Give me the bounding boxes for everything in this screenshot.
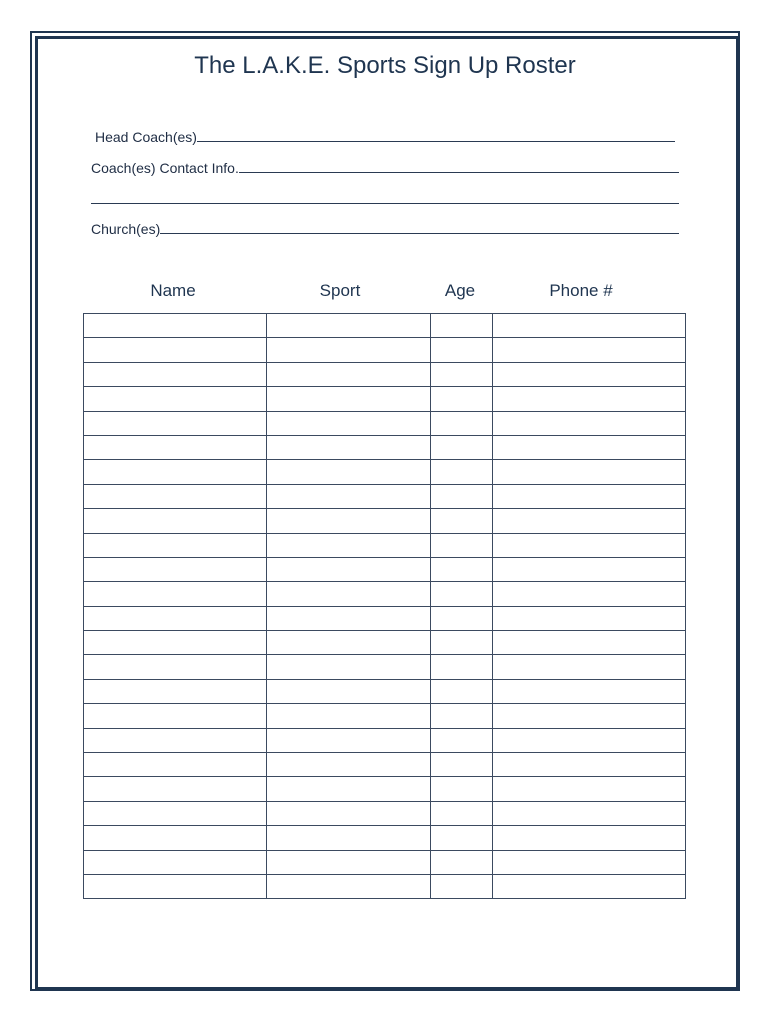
cell-sport[interactable] <box>267 557 431 581</box>
table-row <box>84 484 686 508</box>
cell-age[interactable] <box>431 338 493 362</box>
cell-name[interactable] <box>84 582 267 606</box>
cell-age[interactable] <box>431 753 493 777</box>
cell-age[interactable] <box>431 826 493 850</box>
cell-age[interactable] <box>431 362 493 386</box>
table-row <box>84 533 686 557</box>
cell-name[interactable] <box>84 314 267 338</box>
cell-phone[interactable] <box>493 338 686 362</box>
head-coach-label: Head Coach(es) <box>95 129 197 145</box>
cell-age[interactable] <box>431 606 493 630</box>
table-row <box>84 606 686 630</box>
cell-phone[interactable] <box>493 533 686 557</box>
cell-phone[interactable] <box>493 826 686 850</box>
cell-age[interactable] <box>431 435 493 459</box>
cell-age[interactable] <box>431 801 493 825</box>
contact-info-label: Coach(es) Contact Info. <box>91 160 239 176</box>
contact-info-line <box>239 172 679 173</box>
cell-phone[interactable] <box>493 362 686 386</box>
cell-sport[interactable] <box>267 606 431 630</box>
cell-phone[interactable] <box>493 801 686 825</box>
table-row <box>84 728 686 752</box>
cell-name[interactable] <box>84 801 267 825</box>
column-header-name: Name <box>150 281 196 300</box>
cell-name[interactable] <box>84 826 267 850</box>
cell-name[interactable] <box>84 850 267 874</box>
cell-name[interactable] <box>84 387 267 411</box>
cell-age[interactable] <box>431 679 493 703</box>
cell-sport[interactable] <box>267 387 431 411</box>
roster-table <box>83 313 686 899</box>
cell-sport[interactable] <box>267 801 431 825</box>
cell-sport[interactable] <box>267 509 431 533</box>
cell-name[interactable] <box>84 460 267 484</box>
table-row <box>84 850 686 874</box>
cell-name[interactable] <box>84 704 267 728</box>
cell-sport[interactable] <box>267 874 431 898</box>
cell-name[interactable] <box>84 874 267 898</box>
cell-name[interactable] <box>84 484 267 508</box>
cell-phone[interactable] <box>493 387 686 411</box>
cell-age[interactable] <box>431 655 493 679</box>
table-row <box>84 777 686 801</box>
cell-phone[interactable] <box>493 411 686 435</box>
roster-table-body <box>84 314 686 899</box>
document-title: The L.A.K.E. Sports Sign Up Roster <box>194 52 576 79</box>
cell-name[interactable] <box>84 753 267 777</box>
table-row <box>84 679 686 703</box>
cell-age[interactable] <box>431 874 493 898</box>
cell-sport[interactable] <box>267 850 431 874</box>
cell-sport[interactable] <box>267 362 431 386</box>
table-row <box>84 314 686 338</box>
cell-sport[interactable] <box>267 435 431 459</box>
cell-phone[interactable] <box>493 557 686 581</box>
cell-sport[interactable] <box>267 728 431 752</box>
cell-name[interactable] <box>84 362 267 386</box>
cell-name[interactable] <box>84 655 267 679</box>
cell-phone[interactable] <box>493 509 686 533</box>
cell-age[interactable] <box>431 314 493 338</box>
table-row <box>84 874 686 898</box>
cell-phone[interactable] <box>493 728 686 752</box>
cell-phone[interactable] <box>493 460 686 484</box>
cell-name[interactable] <box>84 679 267 703</box>
cell-name[interactable] <box>84 631 267 655</box>
cell-name[interactable] <box>84 728 267 752</box>
cell-phone[interactable] <box>493 874 686 898</box>
cell-phone[interactable] <box>493 606 686 630</box>
contact-info-field[interactable] <box>91 157 679 175</box>
cell-phone[interactable] <box>493 631 686 655</box>
table-row <box>84 338 686 362</box>
cell-age[interactable] <box>431 850 493 874</box>
head-coach-field[interactable] <box>95 126 675 144</box>
table-row <box>84 435 686 459</box>
cell-name[interactable] <box>84 533 267 557</box>
contact-info-extra-line[interactable] <box>91 203 679 204</box>
cell-name[interactable] <box>84 338 267 362</box>
cell-sport[interactable] <box>267 679 431 703</box>
cell-age[interactable] <box>431 557 493 581</box>
cell-sport[interactable] <box>267 460 431 484</box>
cell-phone[interactable] <box>493 679 686 703</box>
cell-sport[interactable] <box>267 777 431 801</box>
cell-age[interactable] <box>431 704 493 728</box>
cell-phone[interactable] <box>493 435 686 459</box>
cell-age[interactable] <box>431 411 493 435</box>
cell-name[interactable] <box>84 557 267 581</box>
table-row <box>84 655 686 679</box>
cell-name[interactable] <box>84 509 267 533</box>
cell-age[interactable] <box>431 631 493 655</box>
cell-sport[interactable] <box>267 631 431 655</box>
cell-phone[interactable] <box>493 850 686 874</box>
table-row <box>84 387 686 411</box>
cell-sport[interactable] <box>267 484 431 508</box>
table-row <box>84 509 686 533</box>
cell-name[interactable] <box>84 411 267 435</box>
column-header-phone: Phone # <box>549 281 613 300</box>
cell-phone[interactable] <box>493 314 686 338</box>
cell-age[interactable] <box>431 728 493 752</box>
cell-phone[interactable] <box>493 582 686 606</box>
cell-sport[interactable] <box>267 411 431 435</box>
cell-name[interactable] <box>84 606 267 630</box>
cell-phone[interactable] <box>493 777 686 801</box>
cell-sport[interactable] <box>267 753 431 777</box>
cell-age[interactable] <box>431 582 493 606</box>
cell-phone[interactable] <box>493 655 686 679</box>
cell-name[interactable] <box>84 777 267 801</box>
table-row <box>84 411 686 435</box>
cell-phone[interactable] <box>493 484 686 508</box>
column-header-age: Age <box>444 281 476 300</box>
cell-age[interactable] <box>431 484 493 508</box>
table-row <box>84 582 686 606</box>
cell-phone[interactable] <box>493 704 686 728</box>
cell-sport[interactable] <box>267 655 431 679</box>
table-row <box>84 704 686 728</box>
table-row <box>84 801 686 825</box>
cell-sport[interactable] <box>267 582 431 606</box>
table-row <box>84 753 686 777</box>
table-row <box>84 826 686 850</box>
cell-age[interactable] <box>431 387 493 411</box>
church-line <box>160 233 679 234</box>
cell-name[interactable] <box>84 435 267 459</box>
cell-sport[interactable] <box>267 338 431 362</box>
head-coach-line <box>197 141 675 142</box>
table-row <box>84 557 686 581</box>
church-label: Church(es) <box>91 221 161 237</box>
table-row <box>84 631 686 655</box>
cell-sport[interactable] <box>267 704 431 728</box>
table-row <box>84 460 686 484</box>
cell-phone[interactable] <box>493 753 686 777</box>
cell-age[interactable] <box>431 777 493 801</box>
cell-age[interactable] <box>431 509 493 533</box>
table-row <box>84 362 686 386</box>
church-field[interactable] <box>91 218 679 236</box>
cell-sport[interactable] <box>267 314 431 338</box>
cell-sport[interactable] <box>267 533 431 557</box>
column-header-sport: Sport <box>319 281 361 300</box>
cell-age[interactable] <box>431 533 493 557</box>
cell-sport[interactable] <box>267 826 431 850</box>
cell-age[interactable] <box>431 460 493 484</box>
